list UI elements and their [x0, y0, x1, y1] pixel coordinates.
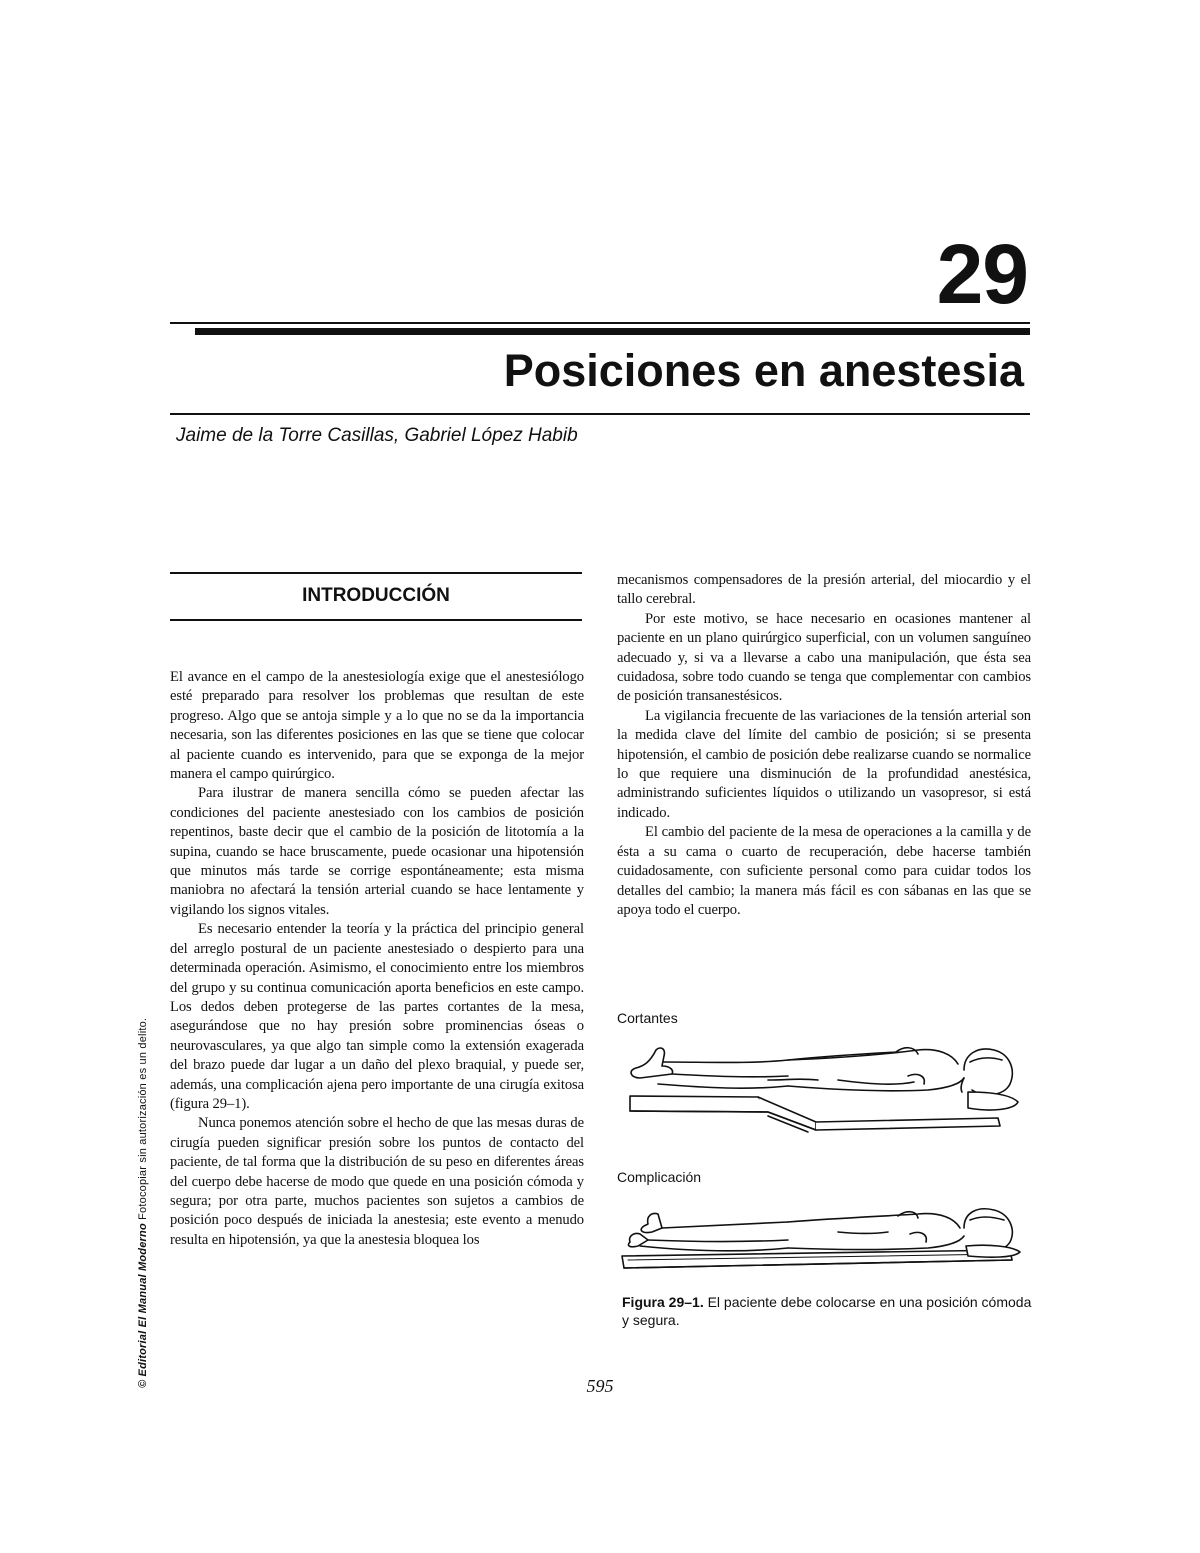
- right-column: [617, 571, 1031, 920]
- paragraph: Para ilustrar de manera sencilla cómo se pueden afectar las condiciones del paciente anestesiado con los cambios de posición repentinos, baste decir que el cambio de la posición de litotomía a la supina, cuando se hace bruscamente, puede ocasionar una hipotensión que minutos más tarde se corrige espontáneamente; esta misma maniobra no afectará la tensión arterial cuando se hace lentamente y vigilando los signos vitales.: [170, 785, 584, 918]
- section-rule-top: [170, 572, 582, 574]
- figure-caption: [622, 1293, 1032, 1329]
- paragraph: El avance en el campo de la anestesiología exige que el anestesiólogo esté preparado para resolver los problemas que resultan de este progreso. Algo que se antoja simple y a lo que no se da la importancia necesaria, son las diferentes posiciones en las que se tiene que colocar al paciente cuando es intervenido, para que se exponga de la mejor manera el campo quirúrgico.: [170, 669, 584, 783]
- section-rule-bottom: [170, 619, 582, 621]
- paragraph: Por este motivo, se hace necesario en ocasiones mantener al paciente en un plano quirúrgico superficial, con un volumen sanguíneo adecuado y, si va a llevarse a cabo una manipulación, que ésta sea cuidadosa, sobre todo cuando se tenga que complementar con cambios de posición transanestésicos.: [617, 610, 1031, 705]
- paragraph: El cambio del paciente de la mesa de operaciones a la camilla y de ésta a su cama o cuarto de recuperación, debe hacerse también cuidadosamente, con suficiente personal como para cuidar todos los detalles del cambio; la manera más fácil es con sábanas en las que se apoya todo el cuerpo.: [617, 824, 1031, 918]
- patient-on-table-illustration-1: [618, 1040, 1038, 1140]
- figure-caption-label: Figura 29–1.: [622, 1294, 704, 1310]
- paragraph: mecanismos compensadores de la presión arterial, del miocardio y el tallo cerebral.: [617, 572, 1031, 608]
- section-heading: INTRODUCCIÓN: [302, 585, 450, 606]
- paragraph: La vigilancia frecuente de las variaciones de la tensión arterial son la medida clave del límite del cambio de posición; si se presenta hipotensión, el cambio de posición debe realizarse cuando se normalice lo que requiere una disminución de la profundidad anestésica, administrando suficientes líquidos o utilizando un vasopresor, si está indicado.: [617, 707, 1031, 821]
- patient-on-table-illustration-2: [618, 1198, 1038, 1286]
- copyright-notice: Fotocopiar sin autorización es un delito.: [137, 1017, 149, 1220]
- copyright-side-note: [137, 1018, 149, 1388]
- header-rule-thin: [170, 322, 1030, 324]
- chapter-authors: Jaime de la Torre Casillas, Gabriel López Habib: [176, 425, 578, 446]
- chapter-number: 29: [936, 227, 1028, 321]
- header-rule-thick: [195, 328, 1030, 335]
- paragraph: Nunca ponemos atención sobre el hecho de que las mesas duras de cirugía pueden significar presión sobre los puntos de contacto del paciente, de tal forma que la distribución de su peso en diferentes áreas del cuerpo debe hacerse de modo que quede en una posición cómoda y segura; por otra parte, muchos pacientes son sujetos a cambios de posición poco después de iniciada la anestesia; este evento a menudo resulta en hipotensión, ya que la anestesia bloquea los: [170, 1115, 584, 1248]
- left-column: [170, 668, 584, 1250]
- title-rule: [170, 413, 1030, 415]
- figure-panel-label-1: Cortantes: [617, 1010, 678, 1026]
- copyright-publisher: © Editorial El Manual Moderno: [137, 1223, 149, 1388]
- paragraph: Es necesario entender la teoría y la práctica del principio general del arreglo postural de un paciente anestesiado o despierto para una determinada operación. Asimismo, el conocimiento entre los miembros del grupo y su continua comunicación aporta beneficios en este campo. Los dedos deben protegerse de las partes cortantes de la mesa, asegurándose que no hay presión sobre prominencias óseas o neurovasculares, ya que algo tan simple como la extensión exagerada del brazo puede dar lugar a un daño del plexo braquial, y puede ser, además, una complicación ajena pero importante de una cirugía exitosa (figura 29–1).: [170, 921, 584, 1112]
- page-number: 595: [586, 1376, 614, 1396]
- figure-panel-label-2: Complicación: [617, 1169, 702, 1185]
- figure-caption-text: El paciente debe colocarse en una posición cómoda y segura.: [622, 1294, 1032, 1328]
- chapter-title: Posiciones en anestesia: [503, 345, 1024, 396]
